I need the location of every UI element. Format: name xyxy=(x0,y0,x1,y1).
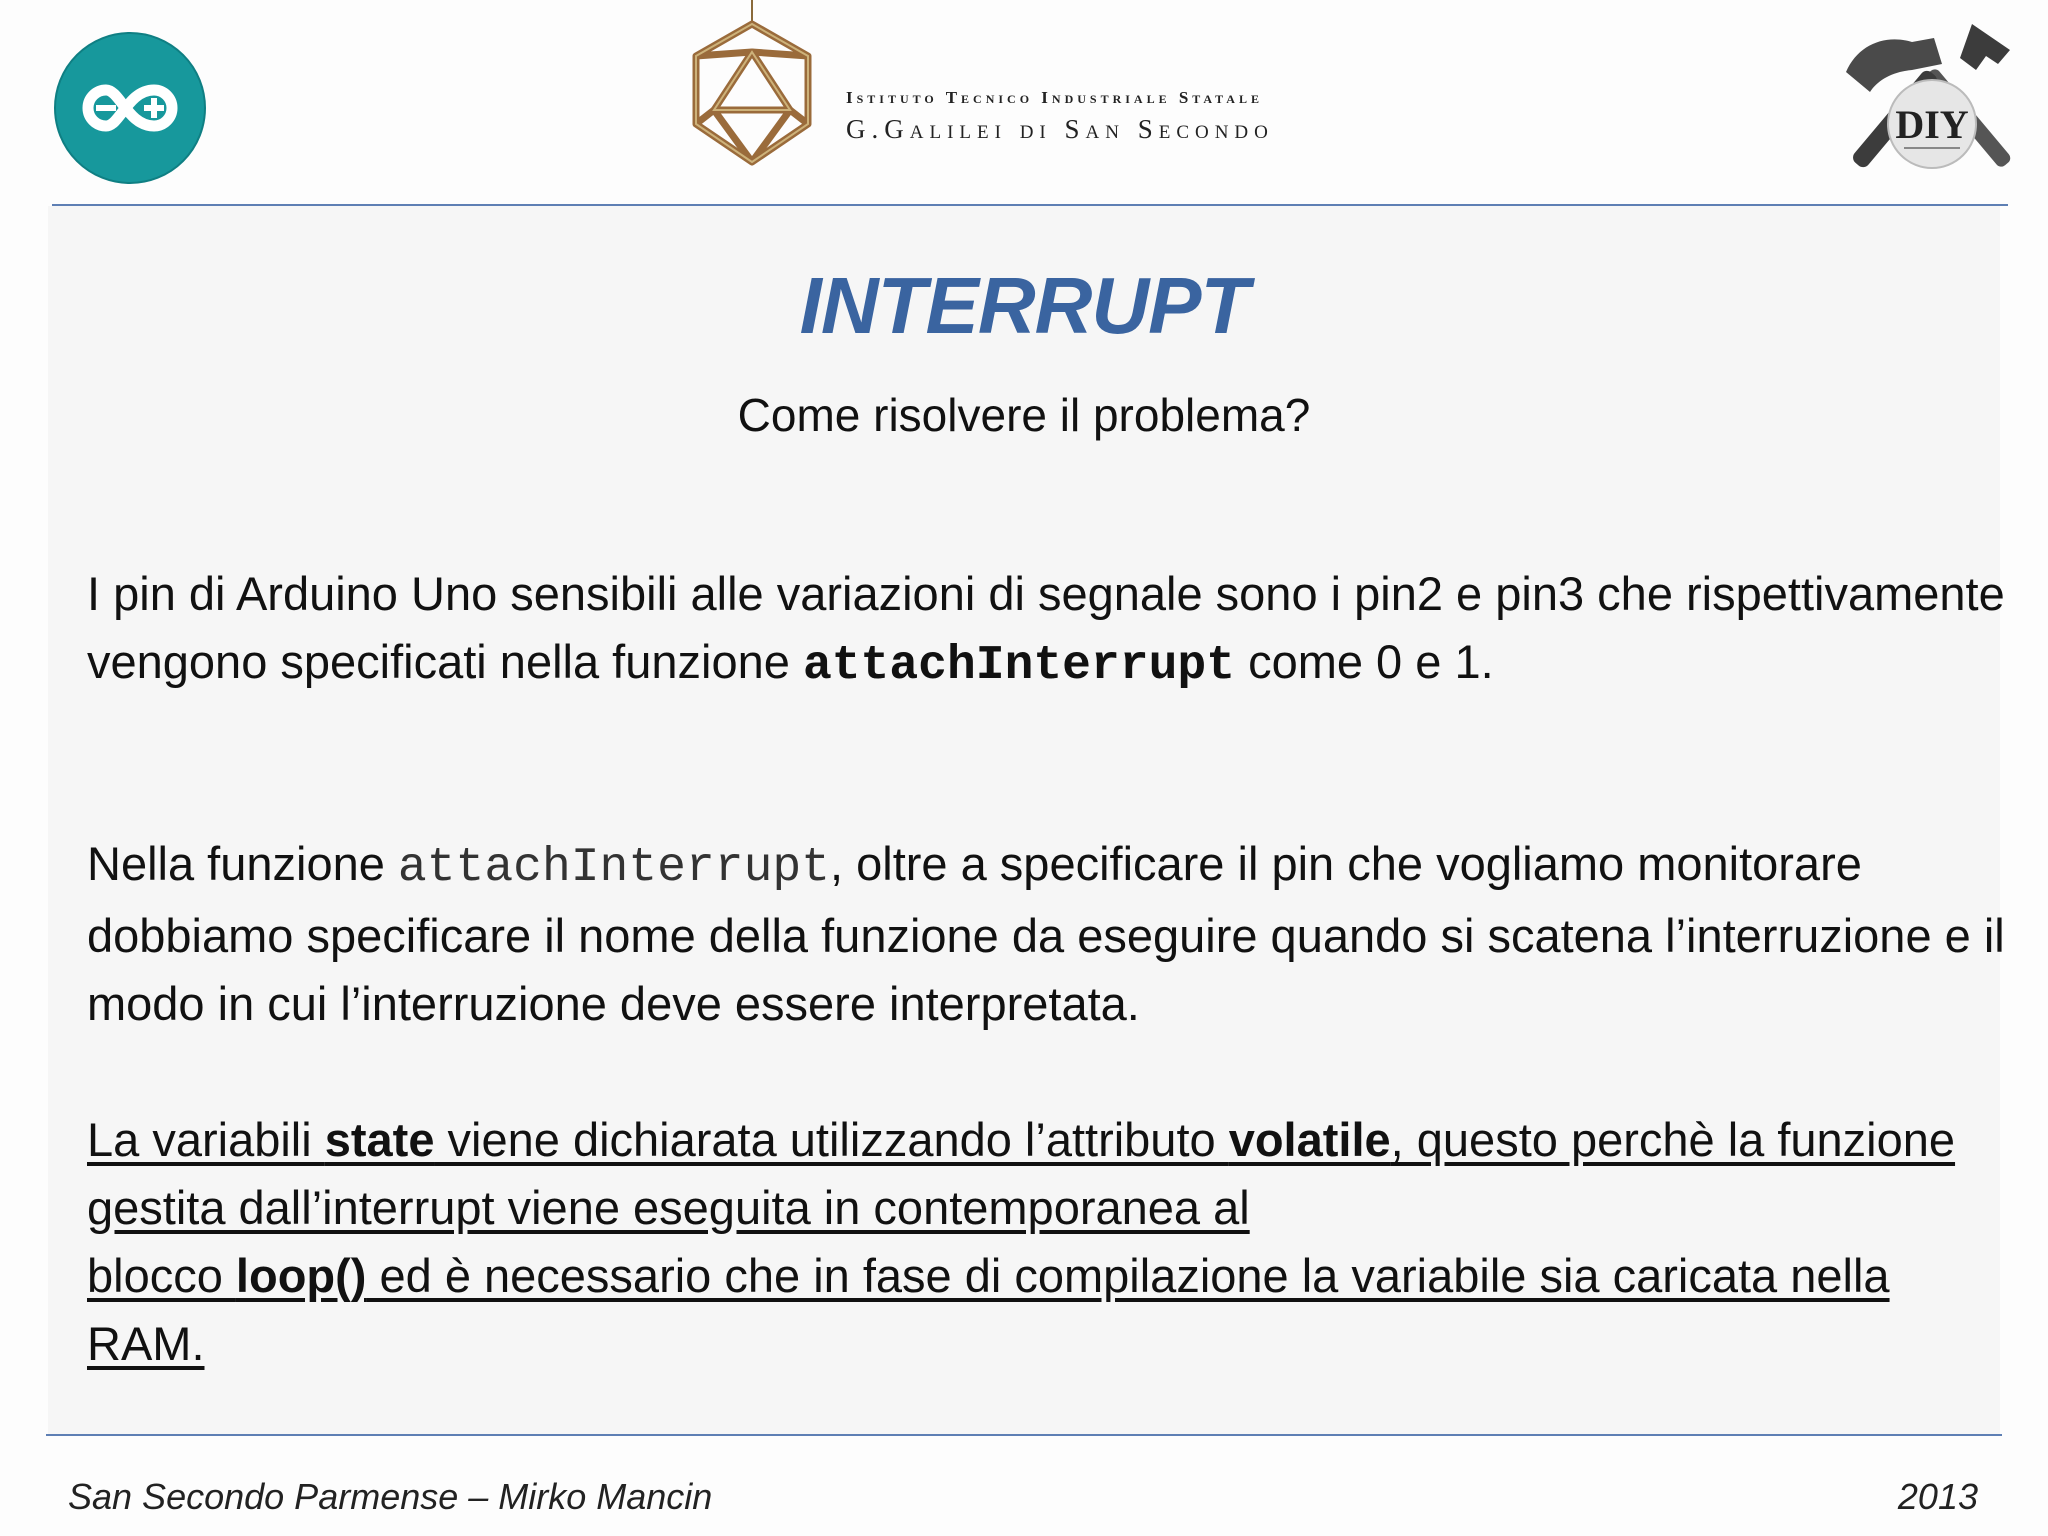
header-divider xyxy=(52,204,2008,206)
footer-year: 2013 xyxy=(1897,1476,1978,1517)
p2-text-before: Nella funzione xyxy=(87,837,398,890)
p3-t1: La variabili xyxy=(87,1113,325,1166)
paragraph-attachinterrupt xyxy=(87,830,2007,1038)
footer-author: San Secondo Parmense – Mirko Mancin xyxy=(68,1476,713,1517)
paragraph-volatile xyxy=(87,1106,2007,1378)
slide-title: INTERRUPT xyxy=(799,261,1249,350)
polyhedron-icon xyxy=(672,0,832,178)
p3-b3: loop() xyxy=(235,1249,367,1302)
p3-t4: blocco xyxy=(87,1249,236,1302)
p3-t3: , questo perchè la funzione gestita dall’interrupt viene eseguita in contemporanea al xyxy=(87,1113,1956,1234)
p3-b2: volatile xyxy=(1228,1113,1391,1166)
school-name xyxy=(846,88,1406,145)
p2-code: attachInterrupt xyxy=(397,841,830,895)
diy-label: DIY xyxy=(1895,102,1969,147)
school-line1: Istituto Tecnico Industriale Statale xyxy=(846,88,1263,107)
p3-t2: viene dichiarata utilizzando l’attributo xyxy=(434,1113,1229,1166)
footer-divider xyxy=(46,1434,2002,1436)
diy-tools-icon xyxy=(1842,20,2022,190)
p1-text-after: come 0 e 1. xyxy=(1235,635,1494,688)
p3-b1: state xyxy=(324,1113,435,1166)
paragraph-pins xyxy=(87,560,2007,700)
p2-text-after: , oltre a specificare il pin che vogliamo monitorare dobbiamo specificare il nome della funzione da eseguire quando si scatena l’interruzione e il modo in cui l’interruzione deve essere interpretata. xyxy=(87,837,2005,1030)
arduino-infinity-icon xyxy=(54,32,206,184)
slide-subtitle: Come risolvere il problema? xyxy=(737,389,1311,441)
p1-text-before: I pin di Arduino Uno sensibili alle variazioni di segnale sono i pin2 e pin3 che rispettivamente vengono specificati nella funzione xyxy=(87,567,2005,688)
school-line2: G.Galilei di San Secondo xyxy=(846,114,1274,144)
p3-t5: ed è necessario che in fase di compilazione la variabile sia caricata nella RAM. xyxy=(87,1249,1890,1370)
p1-code: attachInterrupt xyxy=(802,639,1236,693)
